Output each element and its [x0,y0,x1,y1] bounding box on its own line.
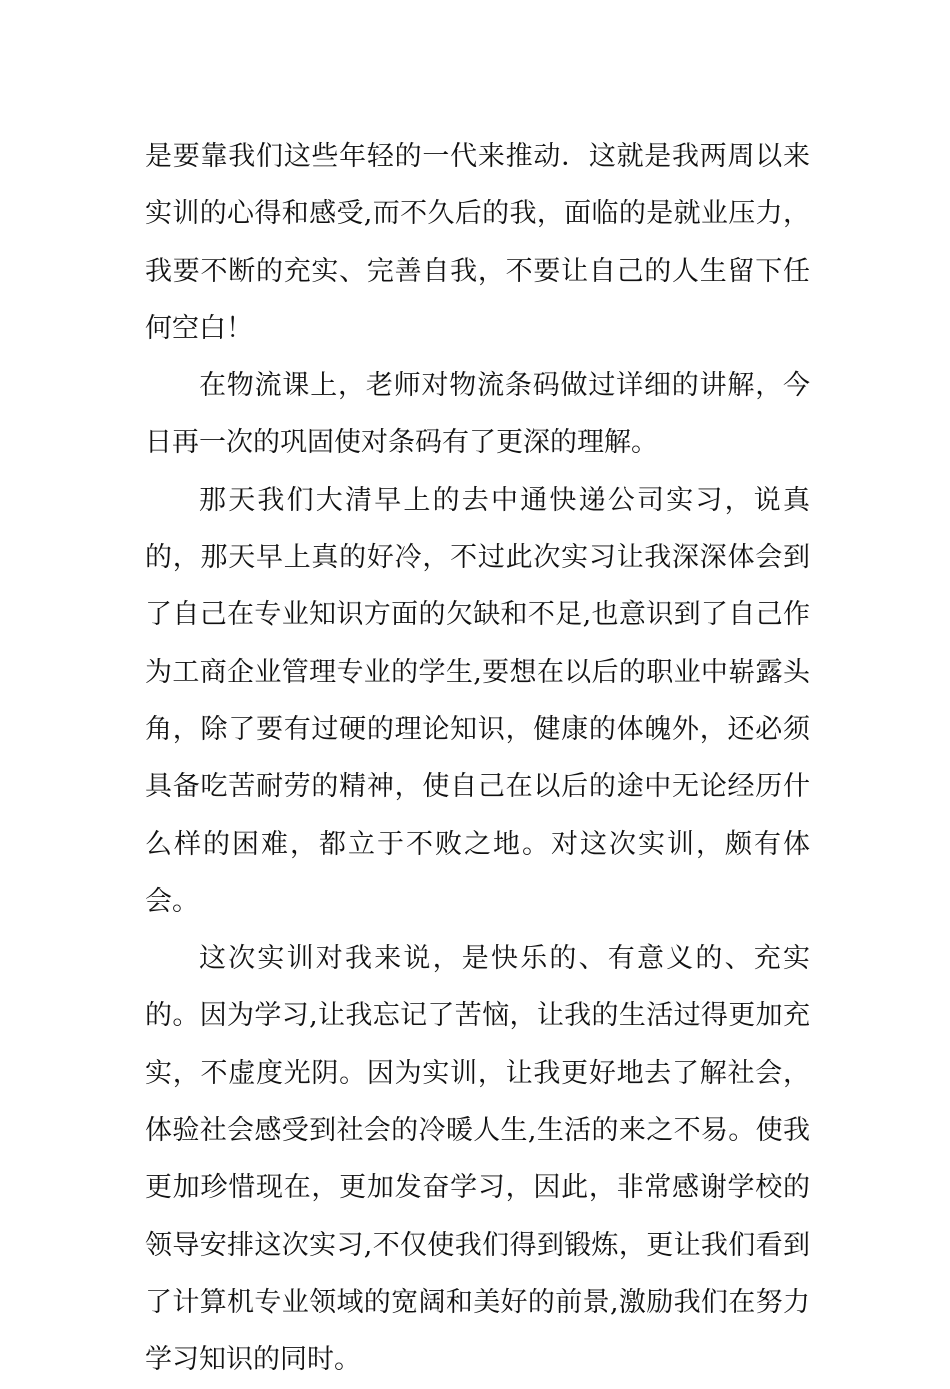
document-body [145,128,810,1389]
paragraph-logistics-class: 在物流课上，老师对物流条码做过详细的讲解，今日再一次的巩固使对条码有了更深的理解。 [145,370,810,459]
paragraph-training-reflection: 这次实训对我来说，是快乐的、有意义的、充实的。因为学习,让我忘记了苦恼，让我的生活过得更加充实，不虚度光阴。因为实训，让我更好地去了解社会，体验社会感受到社会的冷暖人生,生活的来之不易。使我更加珍惜现在，更加发奋学习，因此，非常感谢学校的领导安排这次实习,不仅使我们得到锻炼，更让我们看到了计算机专业领域的宽阔和美好的前景,激励我们在努力学习知识的同时。 [145,943,810,1376]
paragraph-continuation: 是要靠我们这些年轻的一代来推动．这就是我两周以来实训的心得和感受,而不久后的我，面临的是就业压力，我要不断的充实、完善自我，不要让自己的人生留下任何空白！ [145,141,810,344]
paragraph-internship: 那天我们大清早上的去中通快递公司实习，说真的，那天早上真的好冷，不过此次实习让我深深体会到了自己在专业知识方面的欠缺和不足,也意识到了自己作为工商企业管理专业的学生,要想在以后的职业中崭露头角，除了要有过硬的理论知识，健康的体魄外，还必须具备吃苦耐劳的精神，使自己在以后的途中无论经历什么样的困难，都立于不败之地。对这次实训，颇有体会。 [145,484,810,917]
